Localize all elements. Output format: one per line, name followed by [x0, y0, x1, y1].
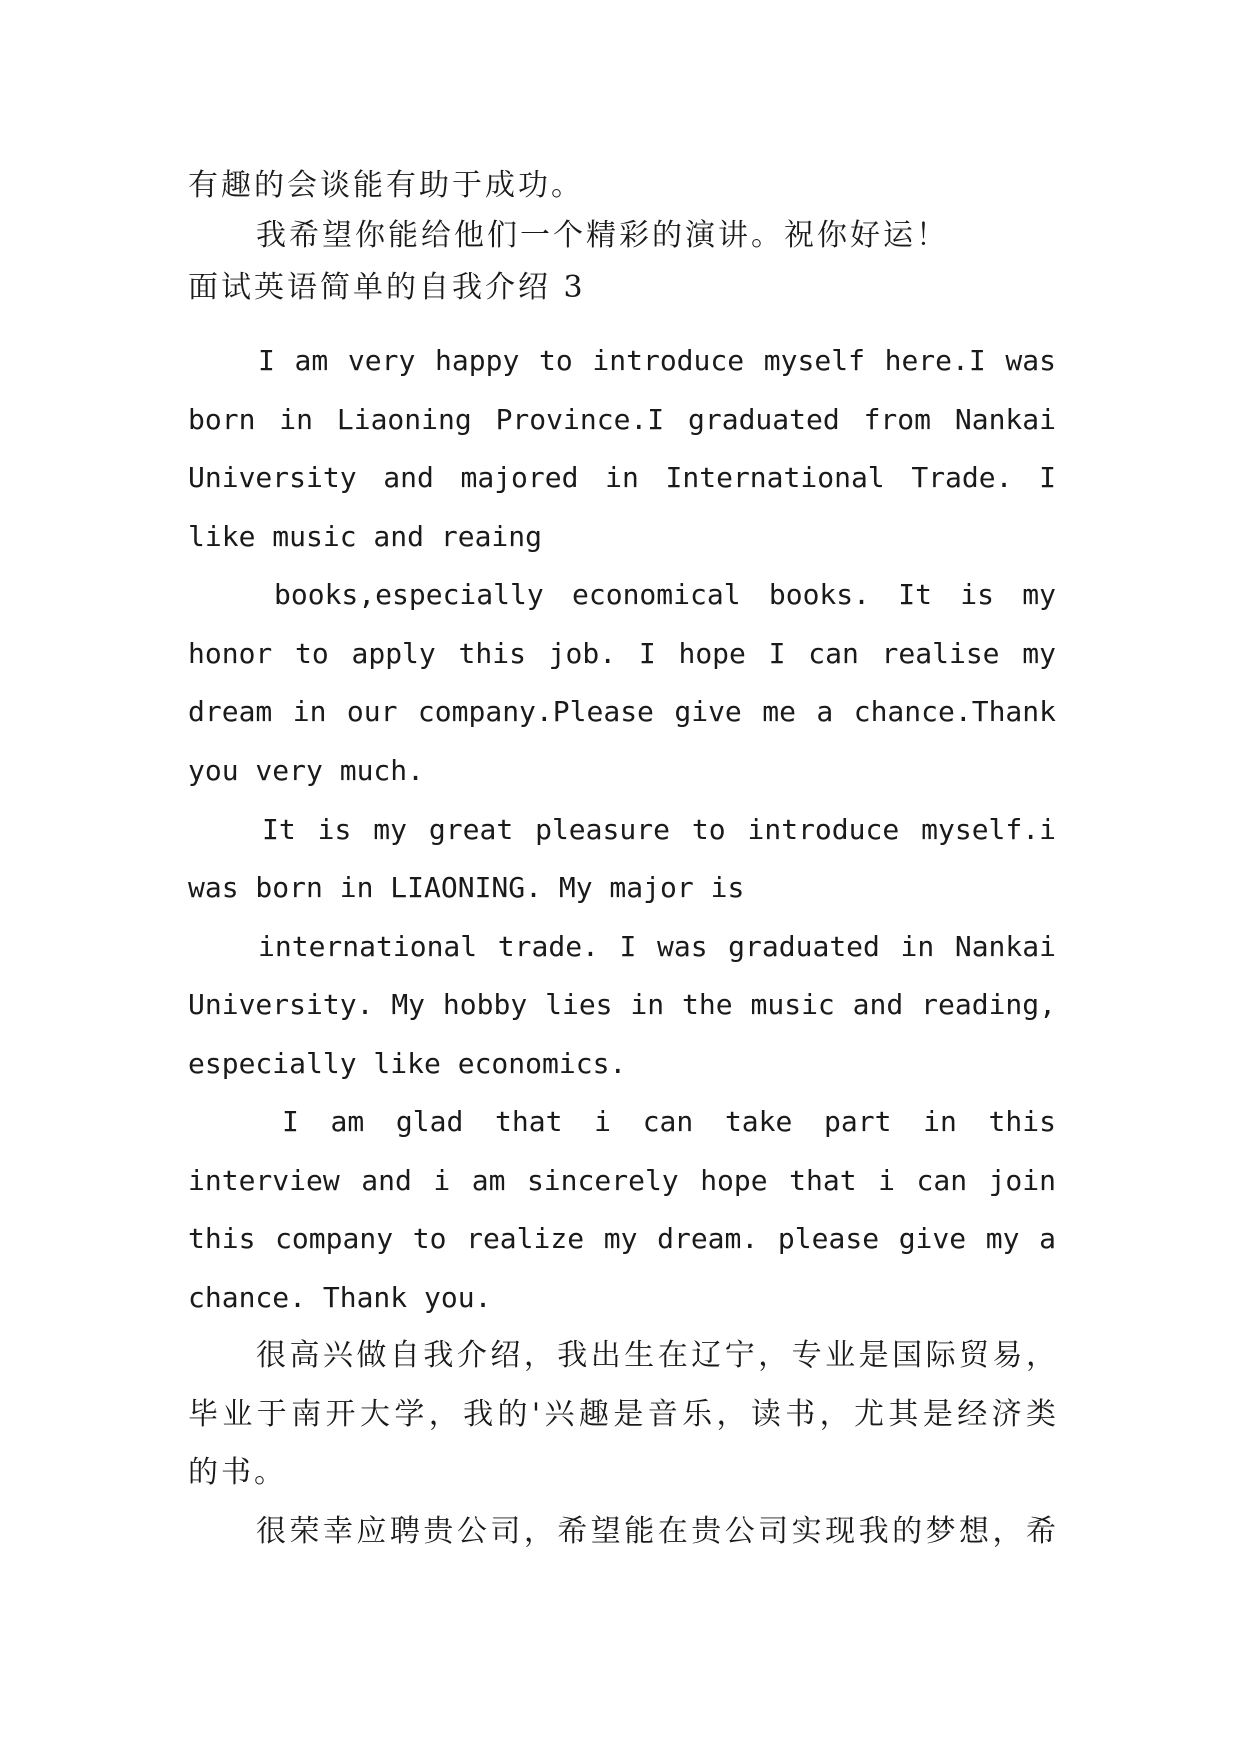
text-line: interview and i am sincerely hope that i can join	[188, 1164, 1056, 1197]
text-line: 很荣幸应聘贵公司，希望能在贵公司实现我的梦想，希	[256, 1514, 1056, 1549]
text-line: 很高兴做自我介绍，我出生在辽宁，专业是国际贸易，	[256, 1338, 1056, 1373]
text-line: University. My hobby lies in the music and reading,	[188, 988, 1056, 1021]
text-line: honor to apply this job. I hope I can realise my	[188, 637, 1056, 670]
text-line: born in Liaoning Province.I graduated from Nankai	[188, 403, 1056, 436]
text-line: books,especially economical books. It is my	[274, 578, 1056, 611]
text-line: 的书。	[188, 1455, 287, 1490]
text-line: 毕业于南开大学，我的'兴趣是音乐，读书，尤其是经济类	[188, 1397, 1056, 1432]
text-line: especially like economics.	[188, 1047, 627, 1080]
text-line: this company to realize my dream. please give my a	[188, 1222, 1056, 1255]
text-line: 我希望你能给他们一个精彩的演讲。祝你好运！	[256, 218, 949, 253]
text-line: you very much.	[188, 754, 425, 787]
text-line: like music and reaing	[188, 520, 543, 553]
text-line: was born in LIAONING. My major is	[188, 871, 745, 904]
text-line: international trade. I was graduated in Nankai	[258, 930, 1056, 963]
text-line: University and majored in International Trade. I	[188, 461, 1056, 494]
text-line: 有趣的会谈能有助于成功。	[188, 168, 584, 203]
text-line: I am very happy to introduce myself here.I was	[258, 344, 1056, 377]
text-line: chance. Thank you.	[188, 1281, 492, 1314]
text-line: It is my great pleasure to introduce myself.i	[262, 813, 1056, 846]
section-heading: 面试英语简单的自我介绍 3	[188, 270, 586, 305]
text-line: dream in our company.Please give me a chance.Thank	[188, 695, 1056, 728]
text-line: I am glad that i can take part in this	[282, 1105, 1056, 1138]
